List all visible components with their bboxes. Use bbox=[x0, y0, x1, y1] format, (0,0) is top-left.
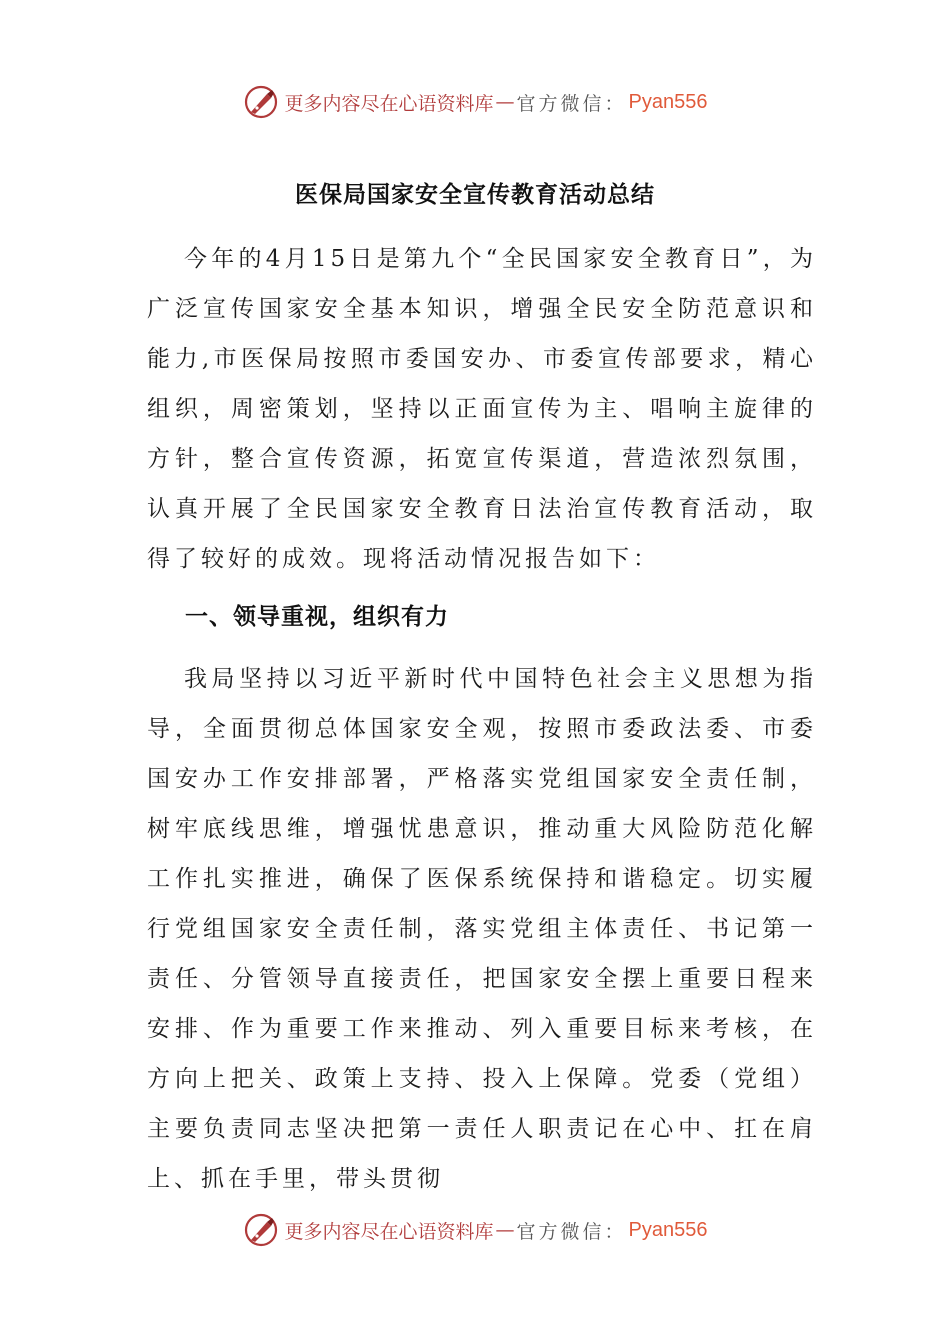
header-banner bbox=[0, 80, 950, 124]
pen-nib-logo-icon bbox=[243, 84, 279, 120]
header-brand-text: 更多内容尽在心语资料库 bbox=[284, 92, 494, 115]
document-title: 医保局国家安全宣传教育活动总结 bbox=[295, 182, 655, 208]
header-wechat-label: 官方微信： bbox=[516, 92, 627, 115]
section-1-paragraph: 我局坚持以习近平新时代中国特色社会主义思想为指导，全面贯彻总体国家安全观，按照市委政法委、市委国安办工作安排部署，严格落实党组国家安全责任制，树牢底线思维，增强忧患意识，推动重大风险防范化解工作扎实推进，确保了医保系统保持和谐稳定。切实履行党组国家安全责任制，落实党组主体责任、书记第一责任、分管领导直接责任，把国家安全摆上重要日程来安排、作为重要工作来推动、列入重要目标来考核，在方向上把关、政策上支持、投入上保障。党委（党组）主要负责同志坚决把第一责任人职责记在心中、扛在肩上、抓在手里，带头贯彻 bbox=[147, 666, 817, 1192]
section-1-heading: 一、领导重视，组织有力 bbox=[185, 604, 449, 630]
footer-dash: — bbox=[495, 1219, 515, 1241]
pen-nib-logo-icon bbox=[243, 1212, 279, 1248]
footer-wechat-label: 官方微信： bbox=[516, 1220, 627, 1243]
footer-brand-text: 更多内容尽在心语资料库 bbox=[284, 1220, 494, 1243]
header-dash: — bbox=[495, 91, 515, 113]
footer-banner bbox=[0, 1208, 950, 1252]
header-wechat-id: Pyan556 bbox=[628, 90, 708, 113]
intro-paragraph: 今年的4月15日是第九个“全民国家安全教育日”，为广泛宣传国家安全基本知识，增强全民安全防范意识和能力,市医保局按照市委国安办、市委宣传部要求，精心组织，周密策划，坚持以正面宣传为主、唱响主旋律的方针，整合宣传资源，拓宽宣传渠道，营造浓烈氛围，认真开展了全民国家安全教育日法治宣传教育活动，取得了较好的成效。现将活动情况报告如下： bbox=[147, 246, 817, 572]
footer-wechat-id: Pyan556 bbox=[628, 1218, 708, 1241]
